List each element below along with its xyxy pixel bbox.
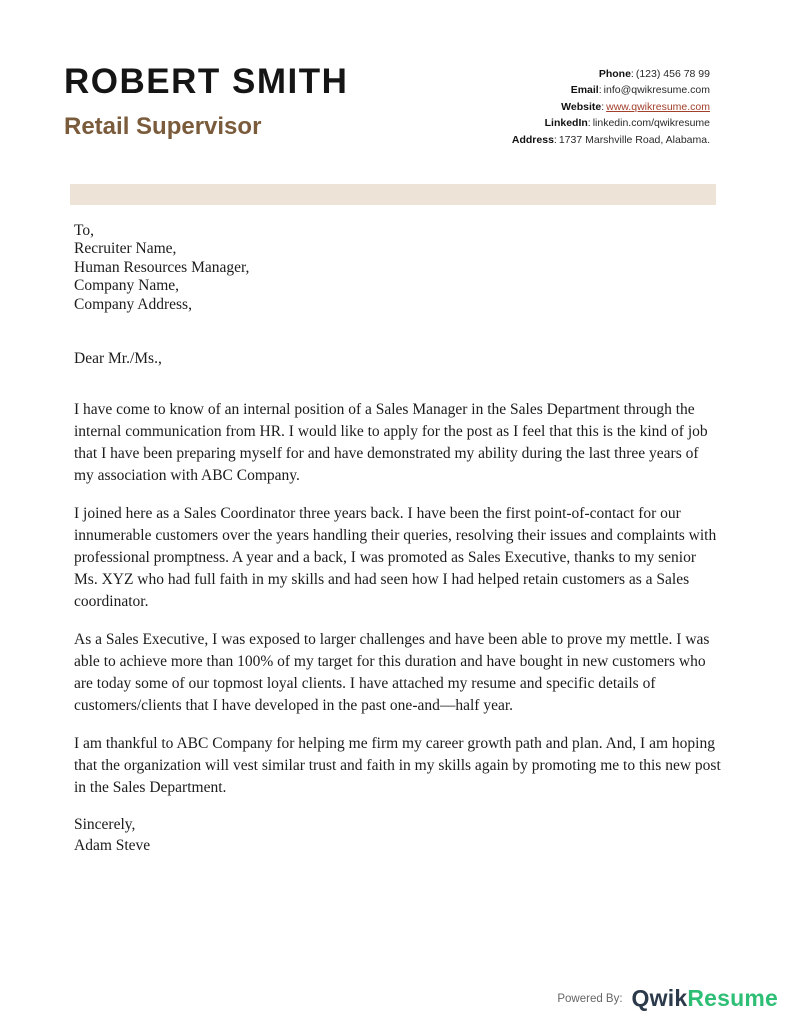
contact-value-email: info@qwikresume.com	[603, 84, 710, 97]
header-identity	[64, 62, 348, 141]
accent-bar-divider	[70, 184, 716, 205]
logo-text-qwik: Qwik	[631, 985, 688, 1011]
qwikresume-logo[interactable]	[632, 985, 778, 1012]
body-paragraph-2: I joined here as a Sales Coordinator three years back. I have been the first point-of-contact for our innumerable customers over the years handling their queries, resolving their issues and complaints with professional promptness. A year and a back, I was promoted as Sales Executive, thanks to my senior Ms. XYZ who had full faith in my skills and had seen how I had helped retain customers as a Sales coordinator.	[74, 505, 717, 611]
footer	[557, 985, 778, 1012]
closing: Sincerely,	[74, 816, 136, 834]
contact-row-linkedin	[512, 115, 710, 131]
contact-value-address: 1737 Marshville Road, Alabama.	[558, 133, 710, 146]
body-paragraph-3: As a Sales Executive, I was exposed to larger challenges and have been able to prove my mettle. I was able to achieve more than 100% of my target for this duration and have bought in new customers who are today some of our topmost loyal clients. I have attached my resume and specific details of customers/clients that I have developed in the past one-and—half year.	[74, 631, 710, 715]
contact-separator: :	[601, 100, 605, 113]
contact-separator: :	[630, 68, 634, 80]
contact-separator: :	[598, 84, 602, 97]
recipient-block	[74, 222, 722, 314]
contact-value-phone: (123) 456 78 99	[635, 68, 710, 80]
powered-by-label: Powered By:	[557, 992, 623, 1005]
signoff-block	[74, 814, 722, 856]
contact-block	[512, 66, 710, 148]
salutation: Dear Mr./Ms.,	[74, 350, 162, 368]
contact-label: LinkedIn	[544, 117, 588, 130]
signature: Adam Steve	[74, 837, 151, 855]
recipient-line: Recruiter Name,	[74, 240, 177, 258]
contact-label: Phone	[598, 68, 631, 80]
recipient-line: Company Name,	[74, 277, 180, 295]
logo-text-resume: Resume	[687, 985, 778, 1011]
contact-label: Website	[561, 100, 602, 113]
contact-separator: :	[587, 117, 591, 130]
letter-body	[74, 222, 722, 856]
candidate-name: ROBERT SMITH	[64, 62, 349, 101]
recipient-line: Company Address,	[74, 295, 192, 313]
website-link[interactable]: www.qwikresume.com	[606, 100, 710, 113]
candidate-role: Retail Supervisor	[64, 113, 262, 141]
contact-row-email	[512, 82, 710, 98]
contact-row-website	[512, 99, 710, 115]
body-paragraph-1: I have come to know of an internal position of a Sales Manager in the Sales Department through the internal communication from HR. I would like to apply for the post as I feel that this is the kind of job that I have been preparing myself for and have demonstrated my ability during the last three years of my association with ABC Company.	[74, 401, 708, 485]
contact-separator: :	[553, 133, 557, 146]
body-paragraph-4: I am thankful to ABC Company for helping me firm my career growth path and plan. And, I am hoping that the organization will vest similar trust and faith in my skills again by promoting me to this new post in the Sales Department.	[74, 735, 721, 797]
recipient-line: Human Resources Manager,	[74, 258, 250, 276]
contact-row-phone	[512, 66, 710, 82]
contact-row-address	[512, 132, 710, 148]
contact-value-linkedin: linkedin.com/qwikresume	[592, 117, 710, 130]
contact-label: Address	[511, 133, 554, 146]
recipient-line: To,	[74, 222, 95, 239]
contact-label: Email	[570, 84, 599, 97]
